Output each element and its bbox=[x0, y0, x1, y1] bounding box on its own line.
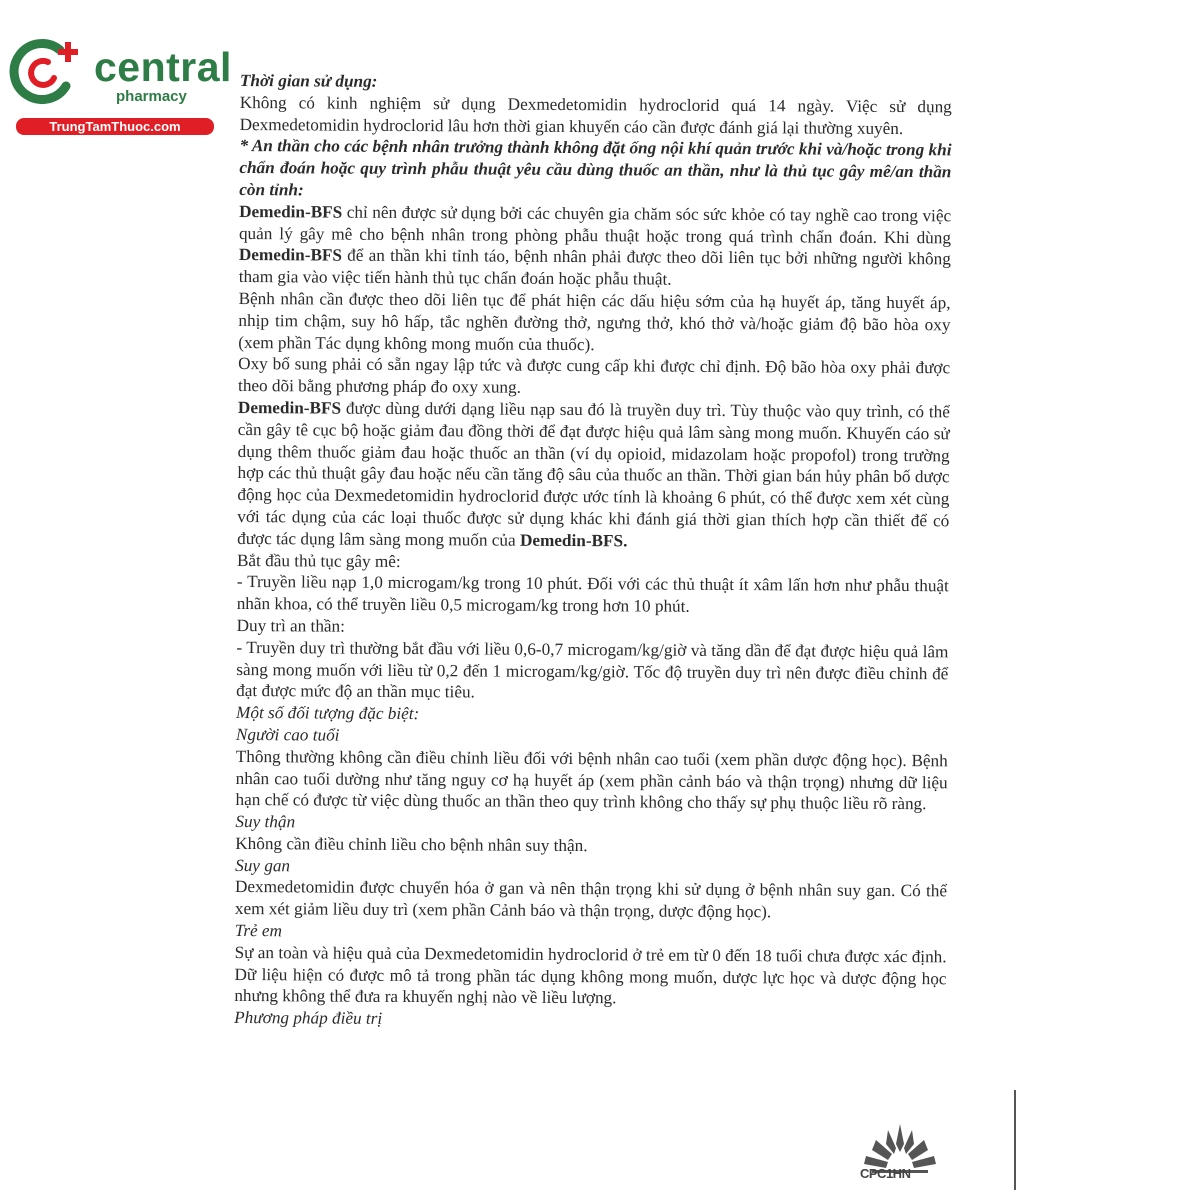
paragraph-maintain: Duy trì an thần: bbox=[236, 615, 346, 636]
paragraph-liver: Dexmedetomidin được chuyển hóa ở gan và nên thận trọng khi sử dụng ở bệnh nhân suy gan. Có thể xem xét giảm liều duy trì (xem phần Cảnh báo và thận trọng, dược động học). bbox=[234, 877, 948, 922]
heading-usage-time: Thời gian sử dụng: bbox=[239, 70, 378, 91]
heading-sedation: * An thần cho các bệnh nhân trưởng thành không đặt ống nội khí quản trước khi và/hoặc trong khi chẩn đoán hoặc quy trình phẫu thuật yêu cầu dùng thuốc an thần, như là thủ tục gây mê/an thần còn tỉnh: bbox=[239, 136, 952, 200]
corporate-name: CPC1HN bbox=[860, 1166, 911, 1181]
paragraph-children: Sự an toàn và hiệu quả của Dexmedetomidin hydroclorid ở trẻ em từ 0 đến 18 tuổi chưa được xác định. Dữ liệu hiện có được mô tả trong phần tác dụng không mong muốn, dược lực học và dược động học nhưng không thể đưa ra khuyến nghị nào về liều lượng. bbox=[234, 942, 947, 1008]
paragraph-usage-time: Không có kinh nghiệm sử dụng Dexmedetomidin hydroclorid quá 14 ngày. Việc sử dụng Dexmedetomidin hydroclorid lâu hơn thời gian khuyến cáo cần được đánh giá lại thường xuyên. bbox=[239, 92, 952, 138]
paragraph-dosing: Demedin-BFS được dùng dưới dạng liều nạp sau đó là truyền duy trì. Tùy thuộc vào quy trình, có thể cần gây tê cục bộ hoặc giảm đau đồng thời để đạt được hiệu quả lâm sàng mong muốn. Khuyến cáo sử dụng thêm thuốc giảm đau hoặc thuốc an thần (ví dụ opioid, midazolam hoặc propofol) trong trường hợp các thủ thuật gây đau hoặc nếu cần tăng độ sâu của thuốc an thần. Thời gian bán hủy phân bố dược động học của Dexmedetomidin hydroclorid được ước tính là khoảng 6 phút, có thể được xem xét cùng với tác dụng của các loại thuốc được sử dụng khác khi đánh giá thời gian thích hợp cần thiết để có được tác dụng lâm sàng mong muốn của Demedin-BFS. bbox=[237, 397, 950, 551]
brand-name: central bbox=[94, 44, 232, 90]
heading-liver: Suy gan bbox=[235, 855, 291, 876]
paragraph-start-procedure: Bắt đầu thủ tục gây mê: bbox=[236, 550, 401, 571]
heading-children: Trẻ em bbox=[234, 921, 283, 941]
heading-special-groups: Một số đối tượng đặc biệt: bbox=[236, 703, 420, 724]
product-name: Demedin-BFS bbox=[238, 245, 343, 266]
paragraph-loading-dose: - Truyền liều nạp 1,0 microgam/kg trong 10 phút. Đối với các thủ thuật ít xâm lấn hơn như phẫu thuật nhãn khoa, có thể truyền liều 0,5 microgam/kg trong hơn 10 phút. bbox=[236, 572, 949, 616]
heading-renal: Suy thận bbox=[235, 812, 296, 832]
central-pharmacy-logo bbox=[8, 36, 232, 136]
site-url-banner: TrungTamThuoc.com bbox=[16, 118, 214, 135]
paragraph-elderly: Thông thường không cần điều chỉnh liều đối với bệnh nhân cao tuổi (xem phần dược động học). Bệnh nhân cao tuổi dường như tăng nguy cơ hạ huyết áp (xem phần cảnh báo và thận trọng) nhưng dữ liệu hạn chế có được từ việc dùng thuốc an thần theo quy trình không cho thấy sự phụ thuộc liều rõ ràng. bbox=[235, 746, 948, 814]
paragraph-oxygen: Oxy bổ sung phải có sẵn ngay lập tức và được cung cấp khi được chỉ định. Độ bão hòa oxy phải được theo dõi bằng phương pháp đo oxy xung. bbox=[238, 354, 951, 397]
page-edge-line bbox=[1014, 1090, 1016, 1190]
pharmacy-logo-icon bbox=[8, 36, 88, 106]
paragraph-specialist: Demedin-BFS chỉ nên được sử dụng bởi các chuyên gia chăm sóc sức khỏe có tay nghề cao trong việc quản lý gây mê cho bệnh nhân trong phòng phẫu thuật hoặc trong quá trình chẩn đoán. Khi dùng Demedin-BFS để an thần khi tỉnh táo, bệnh nhân phải được theo dõi liên tục bởi những người không tham gia vào việc tiến hành thủ tục chẩn đoán hoặc phẫu thuật. bbox=[238, 201, 952, 289]
product-name: Demedin-BFS. bbox=[519, 530, 628, 551]
brand-subtitle: pharmacy bbox=[116, 88, 187, 105]
heading-method: Phương pháp điều trị bbox=[234, 1008, 383, 1029]
paragraph-renal: Không cần điều chỉnh liều cho bệnh nhân suy thận. bbox=[235, 833, 588, 856]
heading-elderly: Người cao tuổi bbox=[235, 724, 340, 745]
paragraph-maintenance-dose: - Truyền duy trì thường bắt đầu với liều 0,6-0,7 microgam/kg/giờ và tăng dần để đạt được hiệu quả lâm sàng mong muốn với liều từ 0,2 đến 1 microgam/kg/giờ. Tốc độ truyền duy trì nên được điều chỉnh để đạt được mức độ an thần mục tiêu. bbox=[236, 637, 949, 702]
document-body bbox=[234, 70, 952, 1033]
product-name: Demedin-BFS bbox=[237, 397, 342, 418]
product-name: Demedin-BFS bbox=[239, 201, 343, 222]
paragraph-monitoring: Bệnh nhân cần được theo dõi liên tục để phát hiện các dấu hiệu sớm của hạ huyết áp, tăng huyết áp, nhịp tim chậm, suy hô hấp, tắc nghẽn đường thở, ngưng thở, khó thở và/hoặc giảm độ bão hòa oxy (xem phần Tác dụng không mong muốn của thuốc). bbox=[238, 288, 951, 354]
